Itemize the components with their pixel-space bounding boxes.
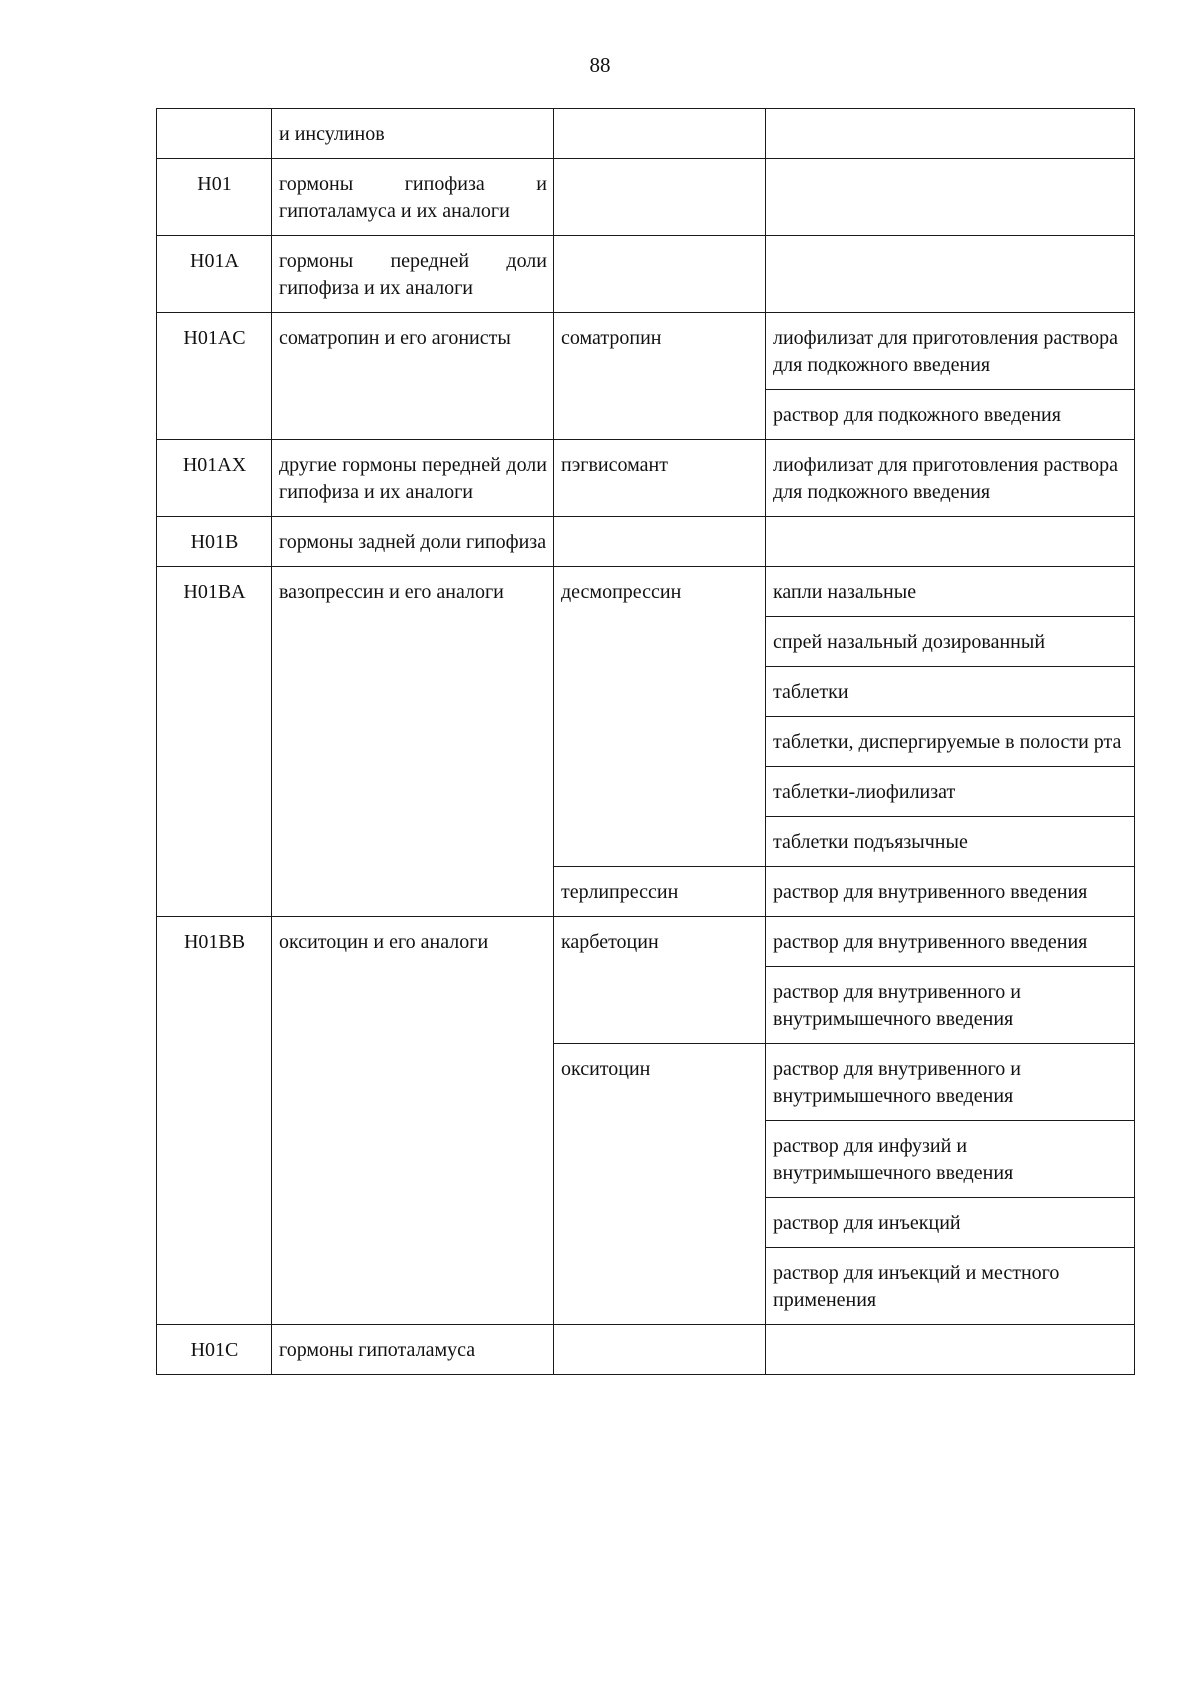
form-cell: лиофилизат для приготовления раствора для подкожного введения — [766, 440, 1135, 517]
atc-code-cell: H01C — [157, 1325, 272, 1375]
form-cell: таблетки подъязычные — [766, 817, 1135, 867]
group-cell: гормоны передней доли гипофиза и их аналоги — [272, 236, 554, 313]
form-cell: раствор для инъекций — [766, 1198, 1135, 1248]
table-row — [157, 917, 1135, 967]
group-cell: гормоны задней доли гипофиза — [272, 517, 554, 567]
group-cell: другие гормоны передней доли гипофиза и их аналоги — [272, 440, 554, 517]
atc-code-cell: H01BA — [157, 567, 272, 917]
drug-cell: окситоцин — [554, 1044, 766, 1325]
drug-cell — [554, 109, 766, 159]
table-row — [157, 109, 1135, 159]
table-row — [157, 1325, 1135, 1375]
drug-cell: карбетоцин — [554, 917, 766, 1044]
form-cell: таблетки — [766, 667, 1135, 717]
drug-cell — [554, 236, 766, 313]
drug-cell: десмопрессин — [554, 567, 766, 867]
form-cell: раствор для внутривенного и внутримышечного введения — [766, 1044, 1135, 1121]
atc-code-cell — [157, 109, 272, 159]
form-cell: раствор для внутривенного и внутримышечного введения — [766, 967, 1135, 1044]
drug-cell: пэгвисомант — [554, 440, 766, 517]
atc-code-cell: H01BB — [157, 917, 272, 1325]
atc-code-cell: H01AX — [157, 440, 272, 517]
drug-cell — [554, 1325, 766, 1375]
group-cell: и инсулинов — [272, 109, 554, 159]
form-cell: раствор для подкожного введения — [766, 390, 1135, 440]
drug-cell: терлипрессин — [554, 867, 766, 917]
form-cell: таблетки-лиофилизат — [766, 767, 1135, 817]
atc-code-cell: H01 — [157, 159, 272, 236]
form-cell: раствор для инъекций и местного применения — [766, 1248, 1135, 1325]
form-cell — [766, 236, 1135, 313]
group-cell: гормоны гипофиза и гипоталамуса и их аналоги — [272, 159, 554, 236]
group-cell: вазопрессин и его аналоги — [272, 567, 554, 917]
form-cell: раствор для инфузий и внутримышечного введения — [766, 1121, 1135, 1198]
form-cell: спрей назальный дозированный — [766, 617, 1135, 667]
form-cell — [766, 109, 1135, 159]
atc-code-cell: H01B — [157, 517, 272, 567]
drug-table — [156, 108, 1135, 1375]
form-cell — [766, 1325, 1135, 1375]
table-row — [157, 313, 1135, 390]
table-row — [157, 440, 1135, 517]
form-cell — [766, 159, 1135, 236]
page-number: 88 — [589, 53, 611, 77]
form-cell — [766, 517, 1135, 567]
form-cell: капли назальные — [766, 567, 1135, 617]
atc-code-cell: H01A — [157, 236, 272, 313]
table-row — [157, 517, 1135, 567]
form-cell: таблетки, диспергируемые в полости рта — [766, 717, 1135, 767]
group-cell: гормоны гипоталамуса — [272, 1325, 554, 1375]
atc-code-cell: H01AC — [157, 313, 272, 440]
table-row — [157, 567, 1135, 617]
drug-cell: соматропин — [554, 313, 766, 440]
form-cell: раствор для внутривенного введения — [766, 867, 1135, 917]
group-cell: соматропин и его агонисты — [272, 313, 554, 440]
form-cell: раствор для внутривенного введения — [766, 917, 1135, 967]
form-cell: лиофилизат для приготовления раствора для подкожного введения — [766, 313, 1135, 390]
table-row — [157, 159, 1135, 236]
drug-cell — [554, 159, 766, 236]
drug-cell — [554, 517, 766, 567]
table-row — [157, 236, 1135, 313]
group-cell: окситоцин и его аналоги — [272, 917, 554, 1325]
